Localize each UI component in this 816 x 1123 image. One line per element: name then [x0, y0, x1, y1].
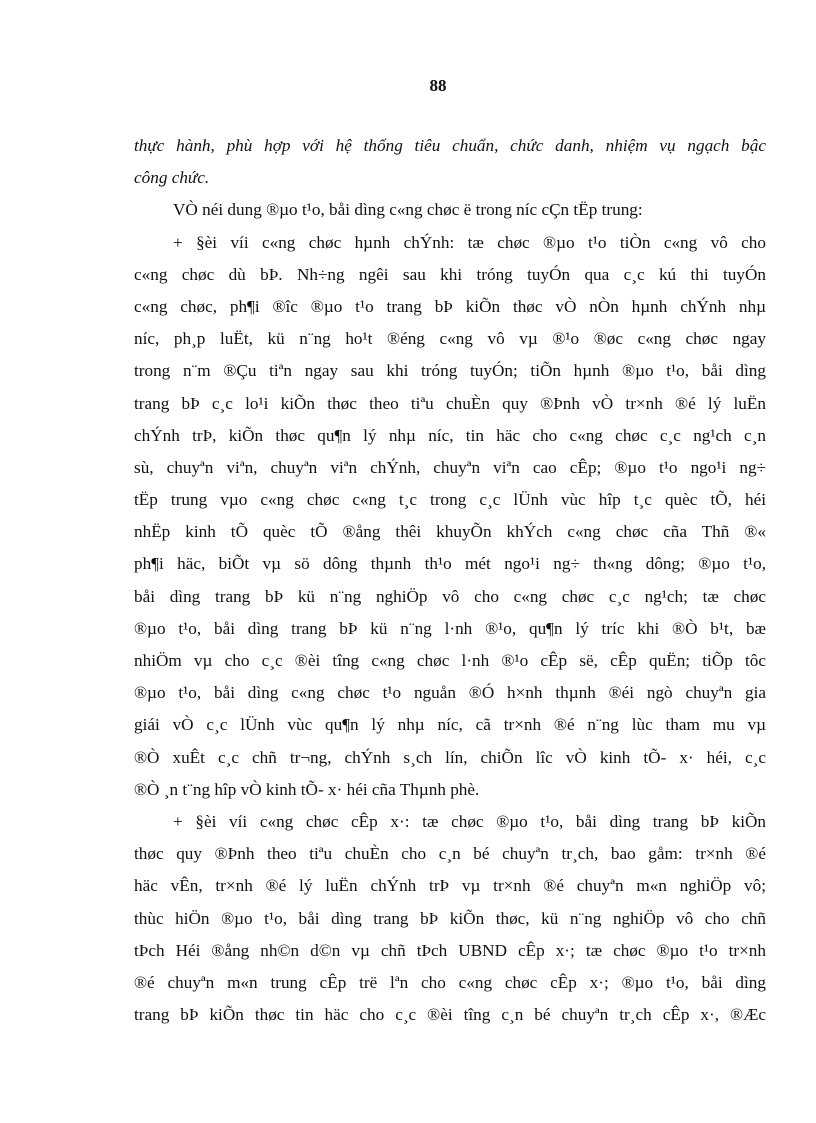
text-line: ®µo t¹o, båi dìng c«ng chøc t¹o nguån ®Ó h×nh thµnh ®éi ngò chuyªn gia [134, 683, 766, 703]
text-line: tÞch Héi ®ång nh©n d©n vµ chñ tÞch UBND cÊp x·; tæ chøc ®µo t¹o tr×nh [134, 940, 766, 960]
page-number: 88 [429, 76, 447, 95]
text-line: nhiÖm vµ cho c¸c ®èi tîng c«ng chøc l·nh ®¹o cÊp së, cÊp quËn; tiÕp tôc [134, 651, 766, 670]
text-line: níc, ph¸p luËt, kü n¨ng ho¹t ®éng c«ng vô vµ ®¹o ®øc c«ng chøc ngay [134, 329, 766, 349]
text-line: båi dìng trang bÞ kü n¨ng nghiÖp vô cho c«ng chøc c¸c ng¹ch; tæ chøc [134, 586, 766, 606]
paragraph-heading: VÒ néi dung ®µo t¹o, båi dìng c«ng chøc ë trong níc cÇn tËp trung: [173, 200, 643, 220]
text-line: tËp trung vµo c«ng chøc c«ng t¸c trong c¸c lÜnh vùc hîp t¸c quèc tÕ, héi [134, 490, 766, 510]
text-line: trang bÞ c¸c lo¹i kiÕn thøc theo tiªu chuÈn quy ®Þnh vÒ tr×nh ®é lý luËn [134, 393, 766, 413]
text-line: nhËp kinh tÕ quèc tÕ ®ång thêi khuyÕn khÝch c«ng chøc cña Thñ ®« [134, 522, 766, 542]
text-line: + §èi víi c«ng chøc hµnh chÝnh: tæ chøc ®µo t¹o tiÒn c«ng vô cho [173, 232, 766, 252]
text-line: ®µo t¹o, båi dìng trang bÞ kü n¨ng l·nh ®¹o, qu¶n lý tríc khi ®Ò b¹t, bæ [134, 618, 766, 638]
text-line: häc vÊn, tr×nh ®é lý luËn chÝnh trÞ vµ tr×nh ®é chuyªn m«n nghiÖp vô; [134, 876, 766, 896]
text-line: giái vÒ c¸c lÜnh vùc qu¶n lý nhµ níc, cã tr×nh ®é n¨ng lùc tham mu vµ [134, 715, 766, 735]
text-line: ®Ò xuÊt c¸c chñ tr¬ng, chÝnh s¸ch lín, chiÕn lîc vÒ kinh tÕ- x· héi, c¸c [134, 747, 766, 767]
text-line: + §èi víi c«ng chøc cÊp x·: tæ chøc ®µo t¹o, båi dìng trang bÞ kiÕn [173, 811, 766, 831]
text-line: trang bÞ kiÕn thøc tin häc cho c¸c ®èi tîng c¸n bé chuyªn tr¸ch cÊp x·, ®Æc [134, 1005, 766, 1025]
text-line: thực hành, phù hợp với hệ thống tiêu chuẩn, chức danh, nhiệm vụ ngạch bậc [134, 136, 766, 155]
text-line: sù, chuyªn viªn, chuyªn viªn chÝnh, chuyªn viªn cao cÊp; ®µo t¹o ngo¹i ng÷ [134, 457, 766, 477]
body-text [134, 130, 766, 1031]
text-line: công chức. [134, 168, 210, 188]
text-line: trong n¨m ®Çu tiªn ngay sau khi tróng tuyÓn; tiÕn hµnh ®µo t¹o, båi dìng [134, 361, 766, 381]
text-line: c«ng chøc, ph¶i ®îc ®µo t¹o trang bÞ kiÕn thøc vÒ nÒn hµnh chÝnh nhµ [134, 296, 766, 316]
text-line: c«ng chøc dù bÞ. Nh÷ng ngêi sau khi tróng tuyÓn qua c¸c kú thi tuyÓn [134, 264, 766, 284]
text-line: ®Ò ¸n t¨ng hîp vÒ kinh tÕ- x· héi cña Thµnh phè. [134, 779, 480, 799]
text-line: ®é chuyªn m«n trung cÊp trë lªn cho c«ng chøc cÊp x·; ®µo t¹o, båi dìng [134, 972, 766, 992]
text-line: ph¶i häc, biÕt vµ sö dông thµnh th¹o mét ngo¹i ng÷ th«ng dông; ®µo t¹o, [134, 554, 766, 574]
text-line: chÝnh trÞ, kiÕn thøc qu¶n lý nhµ níc, tin häc cho c«ng chøc c¸c ng¹ch c¸n [134, 425, 766, 445]
text-line: thøc quy ®Þnh theo tiªu chuÈn cho c¸n bé chuyªn tr¸ch, bao gåm: tr×nh ®é [134, 844, 766, 864]
text-line: thùc hiÖn ®µo t¹o, båi dìng trang bÞ kiÕn thøc, kü n¨ng nghiÖp vô cho chñ [134, 908, 766, 928]
